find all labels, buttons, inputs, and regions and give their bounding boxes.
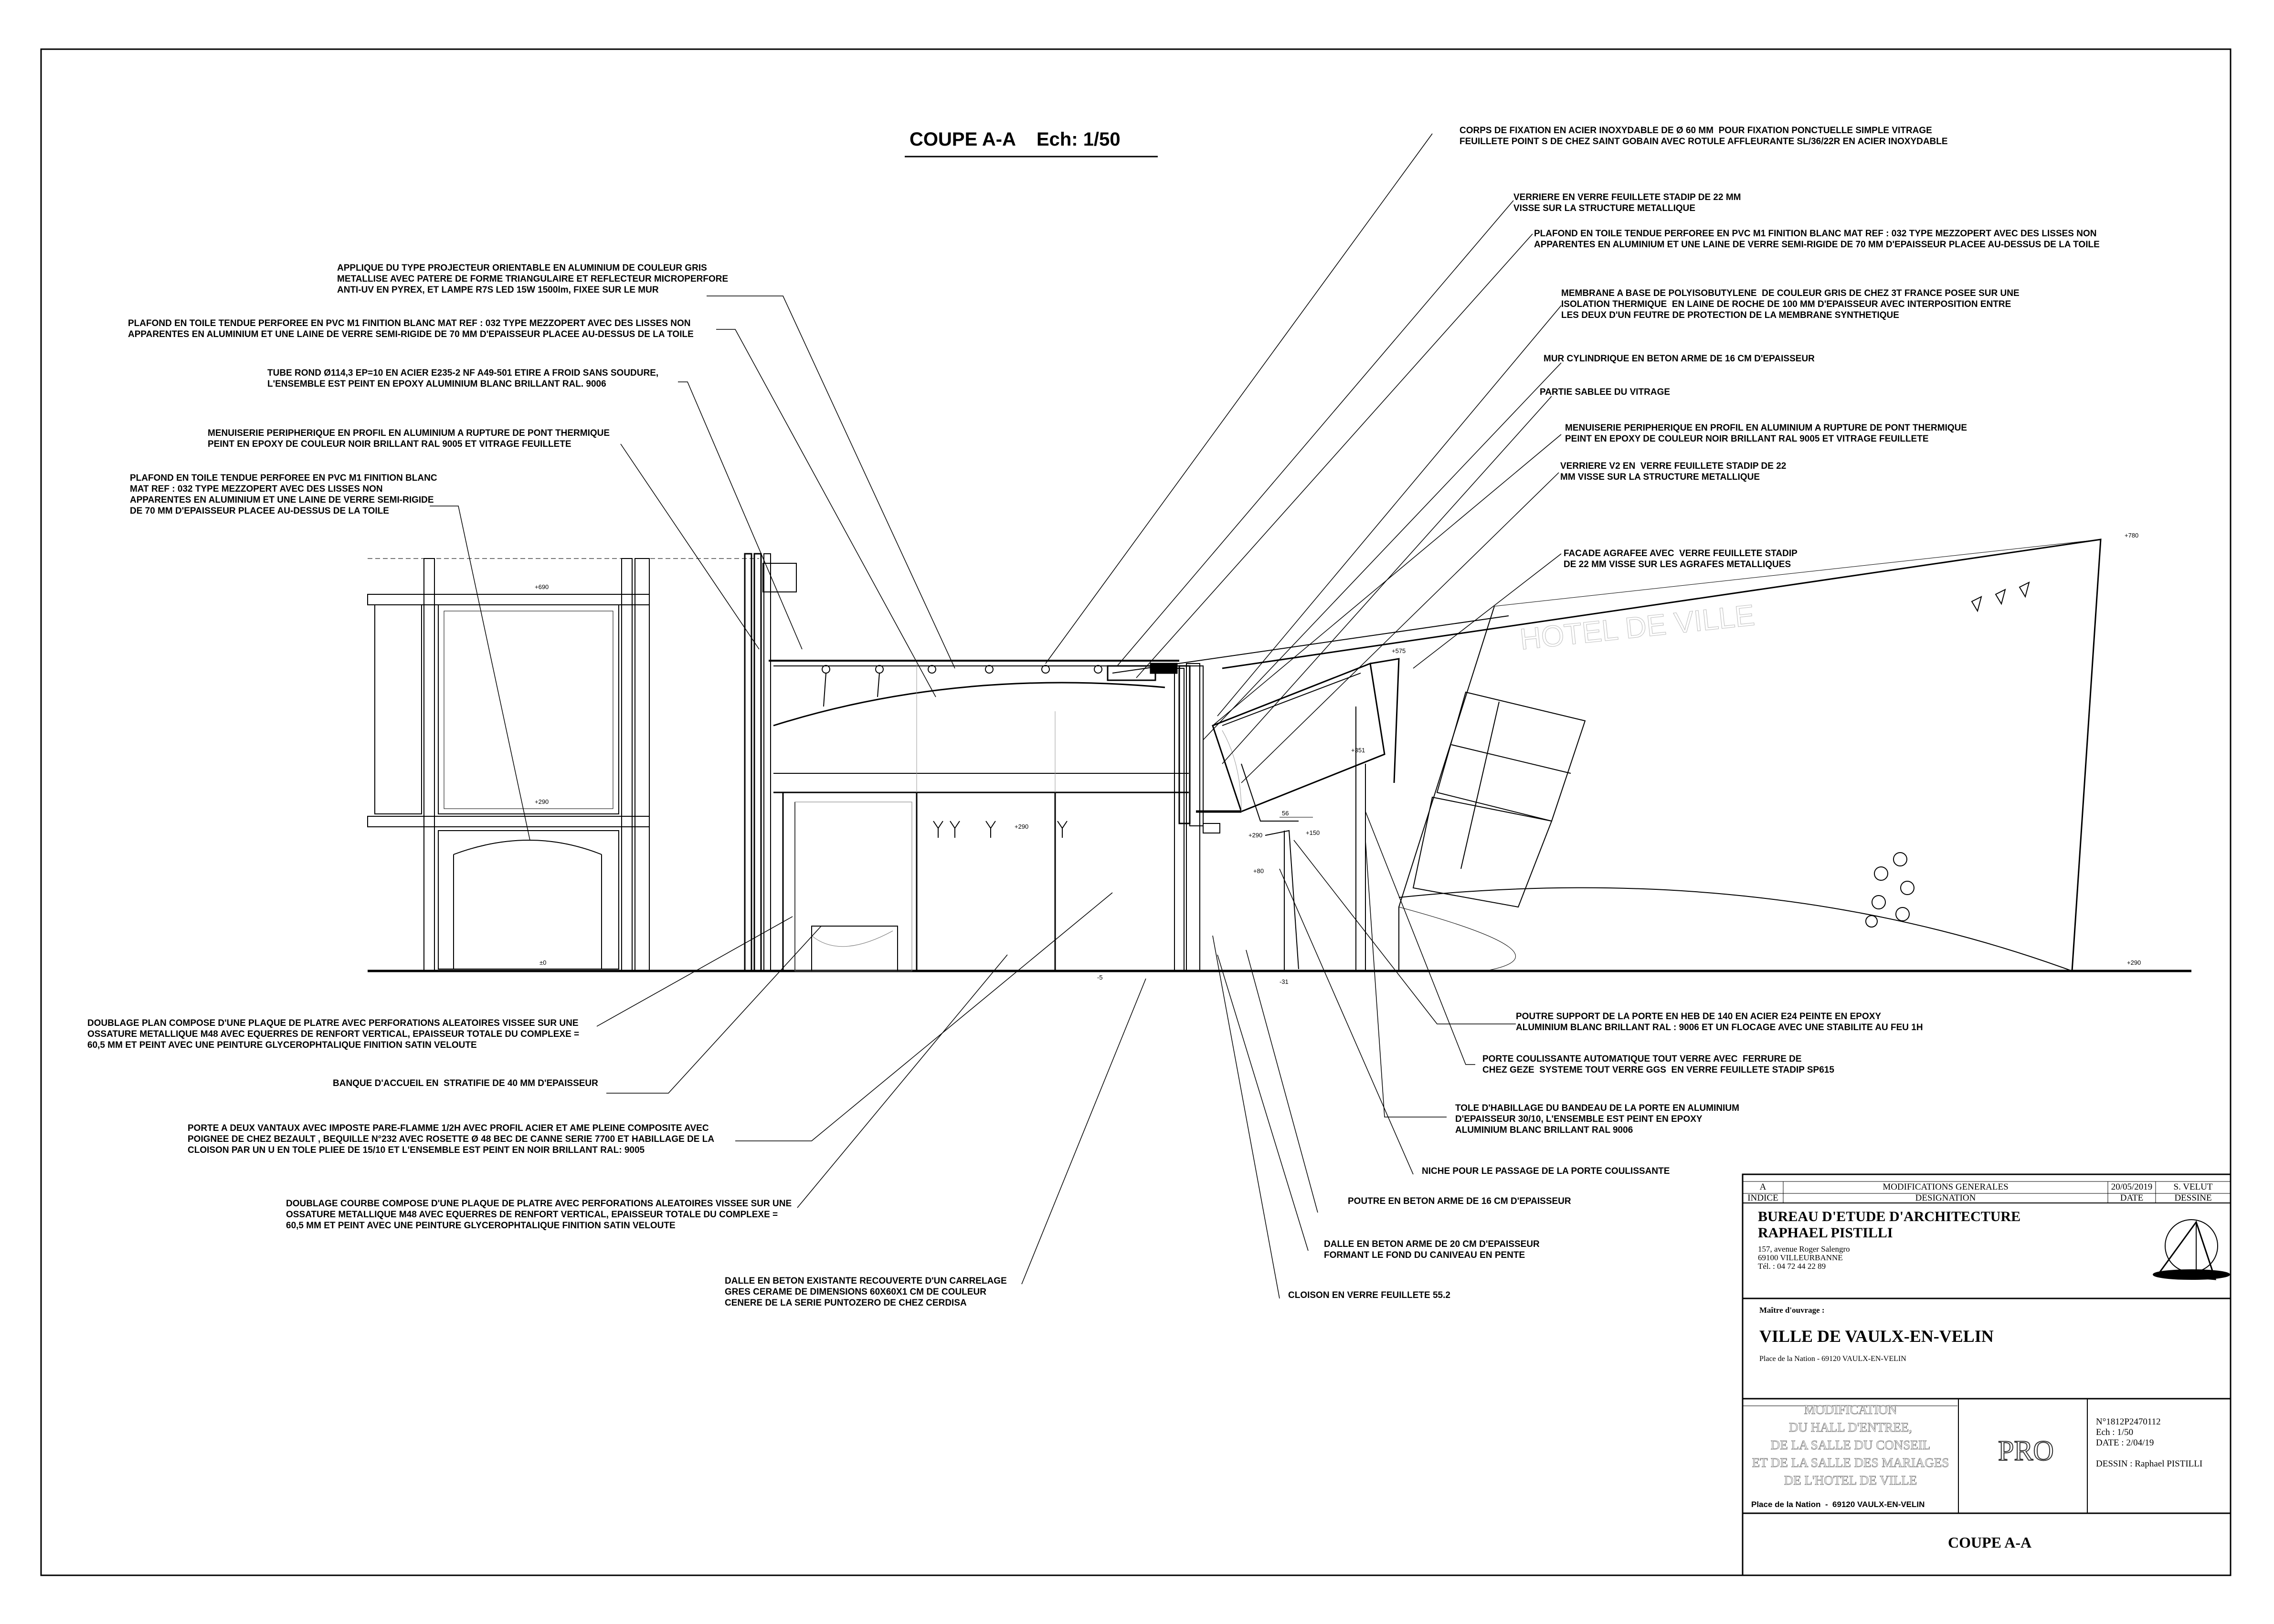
- revision-date: 20/05/2019: [2111, 1182, 2153, 1192]
- note-clipped-facade: FACADE AGRAFEE AVEC VERRE FEUILLETE STADIP DE 22 MM VISSE SUR LES AGRAFES METALLIQUES: [1564, 548, 1798, 569]
- note-sliding-door: PORTE COULISSANTE AUTOMATIQUE TOUT VERRE AVEC FERRURE DE CHEZ GEZE SYSTEME TOUT VERRE GGS EN VERRE FEUILLETE STADIP SP615: [1482, 1054, 1834, 1075]
- note-existing-slab: DALLE EN BETON EXISTANTE RECOUVERTE D'UN CARRELAGE GRES CERAME DE DIMENSIONS 60X60X1 CM DE COULEUR CENERE DE LA SERIE PUNTOZERO DE CHEZ CERDISA: [725, 1276, 1007, 1308]
- note-stretch-ceiling-left: PLAFOND EN TOILE TENDUE PERFOREE EN PVC M1 FINITION BLANC MAT REF : 032 TYPE MEZZOPERT AVEC DES LISSES NON APPARENTES EN ALUMINIUM ET UNE LAINE DE VERRE SEMI-RIGIDE DE 70 MM D'EPAISSEUR PLACEE AU-DESSUS DE LA TOILE: [128, 318, 694, 339]
- existing-facade: [368, 559, 759, 971]
- note-cylindrical-wall: MUR CYLINDRIQUE EN BETON ARME DE 16 CM D'EPAISSEUR: [1544, 354, 1815, 364]
- note-niche: NICHE POUR LE PASSAGE DE LA PORTE COULISSANTE: [1422, 1166, 1670, 1176]
- level-mark: +290: [1248, 832, 1263, 839]
- revision-designation: MODIFICATIONS GENERALES: [1883, 1182, 2009, 1192]
- hall-structure: [745, 554, 1200, 971]
- level-mark: +690: [535, 583, 549, 591]
- level-mark: +290: [2127, 959, 2141, 966]
- project-info: N°1812P2470112 Ech : 1/50 DATE : 2/04/19 DESSIN : Raphael PISTILLI: [2096, 1417, 2203, 1469]
- note-steel-tube: TUBE ROND Ø114,3 EP=10 EN ACIER E235-2 NF A49-501 ETIRE A FROID SANS SOUDURE, L'ENSEMBLE EST PEINT EN EPOXY ALUMINIUM BLANC BRILLANT RAL. 9006: [267, 368, 659, 389]
- dimension-mark: 56: [1282, 810, 1289, 817]
- level-mark: -31: [1280, 978, 1289, 985]
- level-mark: +150: [1306, 829, 1320, 836]
- header-date: DATE: [2120, 1193, 2144, 1203]
- facade-lettering: HOTEL DE VILLE: [1518, 599, 1756, 656]
- note-stretch-ceiling-small: PLAFOND EN TOILE TENDUE PERFOREE EN PVC M1 FINITION BLANC MAT REF : 032 TYPE MEZZOPERT AVEC DES LISSES NON APPARENTES EN ALUMINIUM ET UNE LAINE DE VERRE SEMI-RIGIDE DE 70 MM D'EPAISSEUR PLACEE AU-DESSUS DE LA TOILE: [130, 473, 437, 516]
- note-glass-partition: CLOISON EN VERRE FEUILLETE 55.2: [1288, 1290, 1450, 1300]
- note-canopy-v2: VERRIERE V2 EN VERRE FEUILLETE STADIP DE 22 MM VISSE SUR LA STRUCTURE METALLIQUE: [1560, 461, 1787, 482]
- level-mark: +351: [1351, 747, 1365, 754]
- note-double-door: PORTE A DEUX VANTAUX AVEC IMPOSTE PARE-FLAMME 1/2H AVEC PROFIL ACIER ET AME PLEINE COMPOSITE AVEC POIGNEE DE CHEZ BEZAULT , BEQUILLE N°232 AVEC ROSETTE Ø 48 BEC DE CANNE SERIE 7700 ET HABILLAGE DE LA CLOISON PAR UN U EN TOLE PLIEE DE 15/10 ET L'ENSEMBLE EST PEINT EN NOIR BRILLANT RAL: 9005: [188, 1123, 715, 1155]
- header-indice: INDICE: [1747, 1193, 1778, 1203]
- project-title: MODIFICATION DU HALL D'ENTREE, DE LA SALLE DU CONSEIL ET DE LA SALLE DES MARIAGES DE L'HOTEL DE VILLE: [1752, 1403, 1949, 1487]
- note-reception-desk: BANQUE D'ACCUEIL EN STRATIFIE DE 40 MM D'EPAISSEUR: [333, 1078, 598, 1088]
- office-address: 157, avenue Roger Salengro 69100 VILLEURBANNE Tél. : 04 72 44 22 89: [1758, 1244, 1850, 1271]
- level-mark: +575: [1392, 647, 1406, 654]
- revision-drawn-by: S. VELUT: [2173, 1182, 2213, 1192]
- note-flat-lining: DOUBLAGE PLAN COMPOSE D'UNE PLAQUE DE PLATRE AVEC PERFORATIONS ALEATOIRES VISSEE SUR UNE OSSATURE METALLIQUE M48 AVEC EQUERRES DE RENFORT VERTICAL, EPAISSEUR TOTALE DU COMPLEXE = 60,5 MM ET PEINT AVEC UNE PEINTURE GLYCEROPHTALIQUE FINITION SATIN VELOUTE: [87, 1018, 580, 1050]
- level-mark: +780: [2125, 532, 2139, 539]
- office-logo: [2153, 1220, 2230, 1279]
- level-mark: +290: [535, 798, 549, 805]
- phase-label: PRO: [1998, 1435, 2054, 1466]
- note-stretch-ceiling-right: PLAFOND EN TOILE TENDUE PERFOREE EN PVC M1 FINITION BLANC MAT REF : 032 TYPE MEZZOPERT AVEC DES LISSES NON APPARENTES EN ALUMINIUM ET UNE LAINE DE VERRE SEMI-RIGIDE DE 70 MM D'EPAISSEUR PLACEE AU-DESSUS DE LA TOILE: [1534, 229, 2100, 250]
- level-mark: +290: [1015, 823, 1029, 830]
- project-address: Place de la Nation - 69120 VAULX-EN-VELIN: [1751, 1500, 1925, 1509]
- note-concrete-beam: POUTRE EN BETON ARME DE 16 CM D'EPAISSEUR: [1348, 1196, 1571, 1206]
- header-designation: DESIGNATION: [1915, 1193, 1976, 1203]
- note-glass-canopy: VERRIERE EN VERRE FEUILLETE STADIP DE 22 MM VISSE SUR LA STRUCTURE METALLIQUE: [1513, 192, 1741, 213]
- note-concrete-slab: DALLE EN BETON ARME DE 20 CM D'EPAISSEUR FORMANT LE FOND DU CANIVEAU EN PENTE: [1324, 1239, 1540, 1260]
- note-point-fixing: CORPS DE FIXATION EN ACIER INOXYDABLE DE Ø 60 MM POUR FIXATION PONCTUELLE SIMPLE VITRAGE FEUILLETE POINT S DE CHEZ SAINT GOBAIN AVEC ROTULE AFFLEURANTE SL/36/22R EN ACIER INOXYDABLE: [1460, 126, 1948, 147]
- note-wall-light: APPLIQUE DU TYPE PROJECTEUR ORIENTABLE EN ALUMINIUM DE COULEUR GRIS METALLISE AVEC PATERE DE FORME TRIANGULAIRE ET REFLECTEUR MICROPERFORE ANTI-UV EN PYREX, ET LAMPE R7S LED 15W 1500lm, FIXEE SUR LE MUR: [337, 263, 729, 295]
- note-perimeter-frame-right: MENUISERIE PERIPHERIQUE EN PROFIL EN ALUMINIUM A RUPTURE DE PONT THERMIQUE PEINT EN EPOXY DE COULEUR NOIR BRILLANT RAL 9005 ET VITRAGE FEUILLETE: [1565, 423, 1967, 444]
- client-address: Place de la Nation - 69120 VAULX-EN-VELIN: [1759, 1355, 1906, 1363]
- level-mark: +80: [1253, 867, 1264, 875]
- client-label: Maître d'ouvrage :: [1759, 1306, 1825, 1315]
- entrance-porch: [1108, 616, 1509, 971]
- sheet-title: COUPE A-A: [1948, 1534, 2032, 1551]
- client-name: VILLE DE VAULX-EN-VELIN: [1759, 1327, 1994, 1346]
- level-mark: ±0: [539, 959, 547, 966]
- note-membrane: MEMBRANE A BASE DE POLYISOBUTYLENE DE COULEUR GRIS DE CHEZ 3T FRANCE POSEE SUR UNE ISOLATION THERMIQUE EN LAINE DE ROCHE DE 100 MM D'EPAISSEUR AVEC INTERPOSITION ENTRE LES DEUX D'UN FEUTRE DE PROTECTION DE LA MEMBRANE SYNTHETIQUE: [1561, 288, 2020, 320]
- note-curved-lining: DOUBLAGE COURBE COMPOSE D'UNE PLAQUE DE PLATRE AVEC PERFORATIONS ALEATOIRES VISSEE SUR UNE OSSATURE METALLIQUE M48 AVEC EQUERRES DE RENFORT VERTICAL, EPAISSEUR TOTALE DU COMPLEXE = 60,5 MM ET PEINT AVEC UNE PEINTURE GLYCEROPHTALIQUE FINITION SATIN VELOUTE: [286, 1199, 792, 1231]
- wall-lights: [933, 821, 1067, 838]
- office-name: BUREAU D'ETUDE D'ARCHITECTURE RAPHAEL PISTILLI: [1758, 1209, 2021, 1241]
- revision-indice: A: [1759, 1182, 1766, 1192]
- note-perimeter-frame-left: MENUISERIE PERIPHERIQUE EN PROFIL EN ALUMINIUM A RUPTURE DE PONT THERMIQUE PEINT EN EPOXY DE COULEUR NOIR BRILLANT RAL 9005 ET VITRAGE FEUILLETE: [208, 428, 610, 449]
- note-door-beam: POUTRE SUPPORT DE LA PORTE EN HEB DE 140 EN ACIER E24 PEINTE EN EPOXY ALUMINIUM BLANC BRILLANT RAL : 9006 ET UN FLOCAGE AVEC UNE STABILITE AU FEU 1H: [1516, 1012, 1923, 1033]
- header-drawn-by: DESSINE: [2174, 1193, 2212, 1203]
- note-door-panel: TOLE D'HABILLAGE DU BANDEAU DE LA PORTE EN ALUMINIUM D'EPAISSEUR 30/10, L'ENSEMBLE EST PEINT EN EPOXY ALUMINIUM BLANC BRILLANT RAL 9006: [1455, 1103, 1739, 1135]
- level-mark: -5: [1097, 974, 1103, 981]
- note-sandblasted: PARTIE SABLEE DU VITRAGE: [1540, 387, 1671, 397]
- ceiling-lights: [822, 665, 1102, 707]
- drawing-title: COUPE A-A Ech: 1/50: [910, 129, 1121, 150]
